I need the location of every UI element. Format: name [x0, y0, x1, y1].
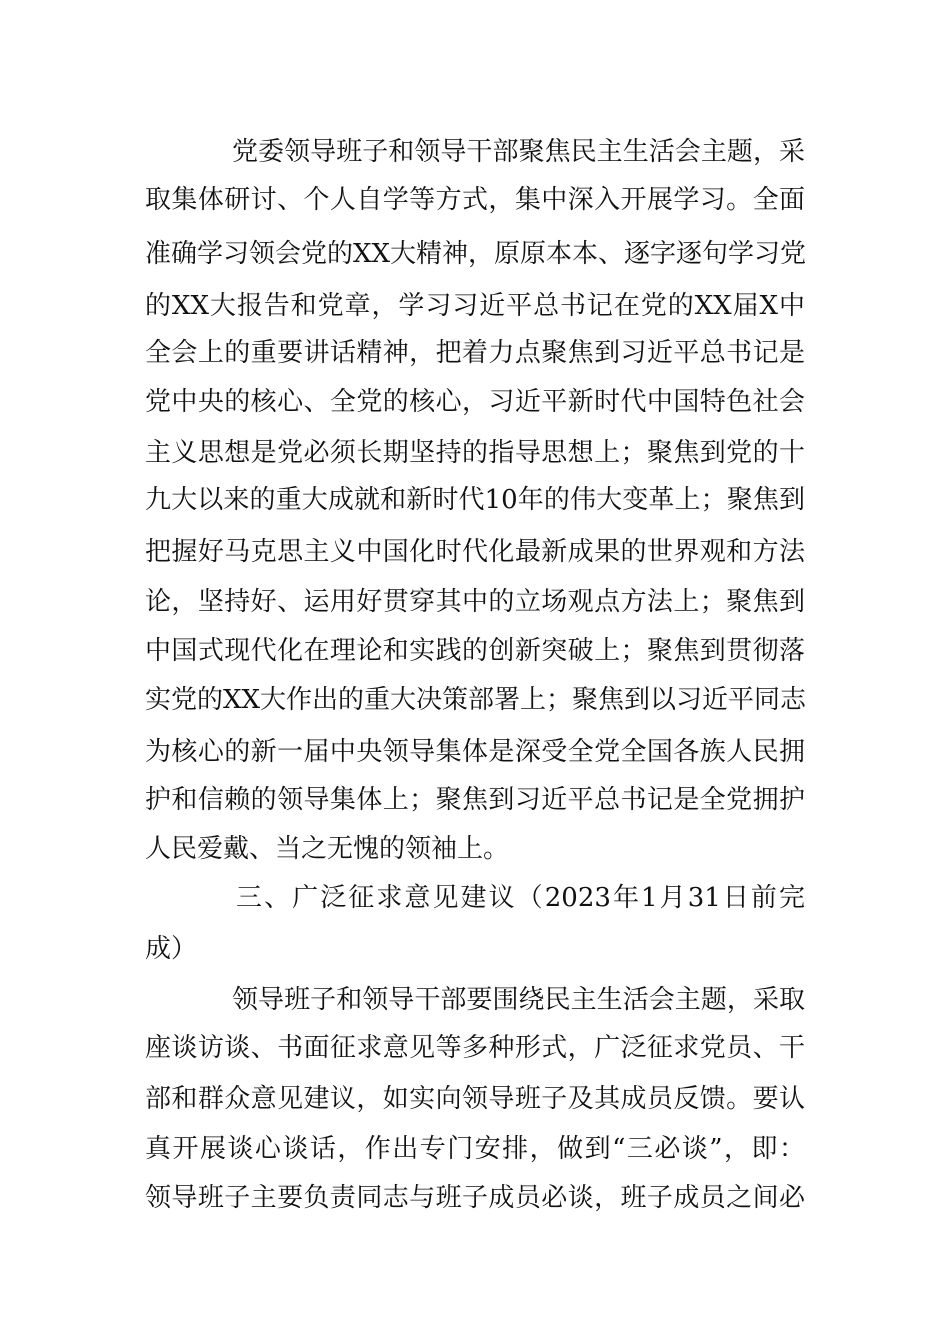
paragraph-line: 真开展谈心谈话，作出专门安排，做到“三必谈”，即：: [145, 1134, 805, 1164]
paragraph-line: 实党的XX大作出的重大决策部署上；聚焦到以习近平同志: [145, 685, 807, 715]
paragraph-line: 党中央的核心、全党的核心，习近平新时代中国特色社会: [145, 387, 805, 417]
paragraph-line: 领导班子主要负责同志与班子成员必谈，班子成员之间必: [145, 1183, 805, 1213]
paragraph-line: 为核心的新一届中央领导集体是深受全党全国各族人民拥: [145, 737, 805, 767]
paragraph-line: 部和群众意见建议，如实向领导班子及其成员反馈。要认: [145, 1084, 805, 1114]
paragraph-line: 论，坚持好、运用好贯穿其中的立场观点方法上；聚焦到: [145, 587, 805, 617]
paragraph-line: 取集体研讨、个人自学等方式，集中深入开展学习。全面: [145, 185, 805, 215]
paragraph-line: 把握好马克思主义中国化时代化最新成果的世界观和方法: [145, 537, 805, 567]
paragraph-line: 座谈访谈、书面征求意见等多种形式，广泛征求党员、干: [145, 1033, 805, 1063]
paragraph-line: 准确学习领会党的XX大精神，原原本本、逐字逐句学习党: [145, 239, 807, 269]
paragraph-line: 的XX大报告和党章，学习习近平总书记在党的XX届X中: [145, 291, 805, 321]
heading-line: 成）: [145, 934, 198, 964]
paragraph-line: 主义思想是党必须长期坚持的指导思想上；聚焦到党的十: [145, 438, 805, 468]
paragraph-line: 全会上的重要讲话精神，把着力点聚焦到习近平总书记是: [145, 338, 805, 368]
paragraph-line: 领导班子和领导干部要围绕民主生活会主题，采取: [232, 985, 805, 1015]
heading-line: 三、广泛征求意见建议（2023年1月31日前完: [236, 883, 805, 913]
paragraph-line: 人民爱戴、当之无愧的领袖上。: [145, 834, 510, 864]
paragraph-line: 中国式现代化在理论和实践的创新突破上；聚焦到贯彻落: [145, 636, 805, 666]
paragraph-line: 党委领导班子和领导干部聚焦民主生活会主题，采: [232, 137, 805, 167]
paragraph-line: 九大以来的重大成就和新时代10年的伟大变革上；聚焦到: [145, 485, 805, 515]
paragraph-line: 护和信赖的领导集体上；聚焦到习近平总书记是全党拥护: [145, 785, 805, 815]
